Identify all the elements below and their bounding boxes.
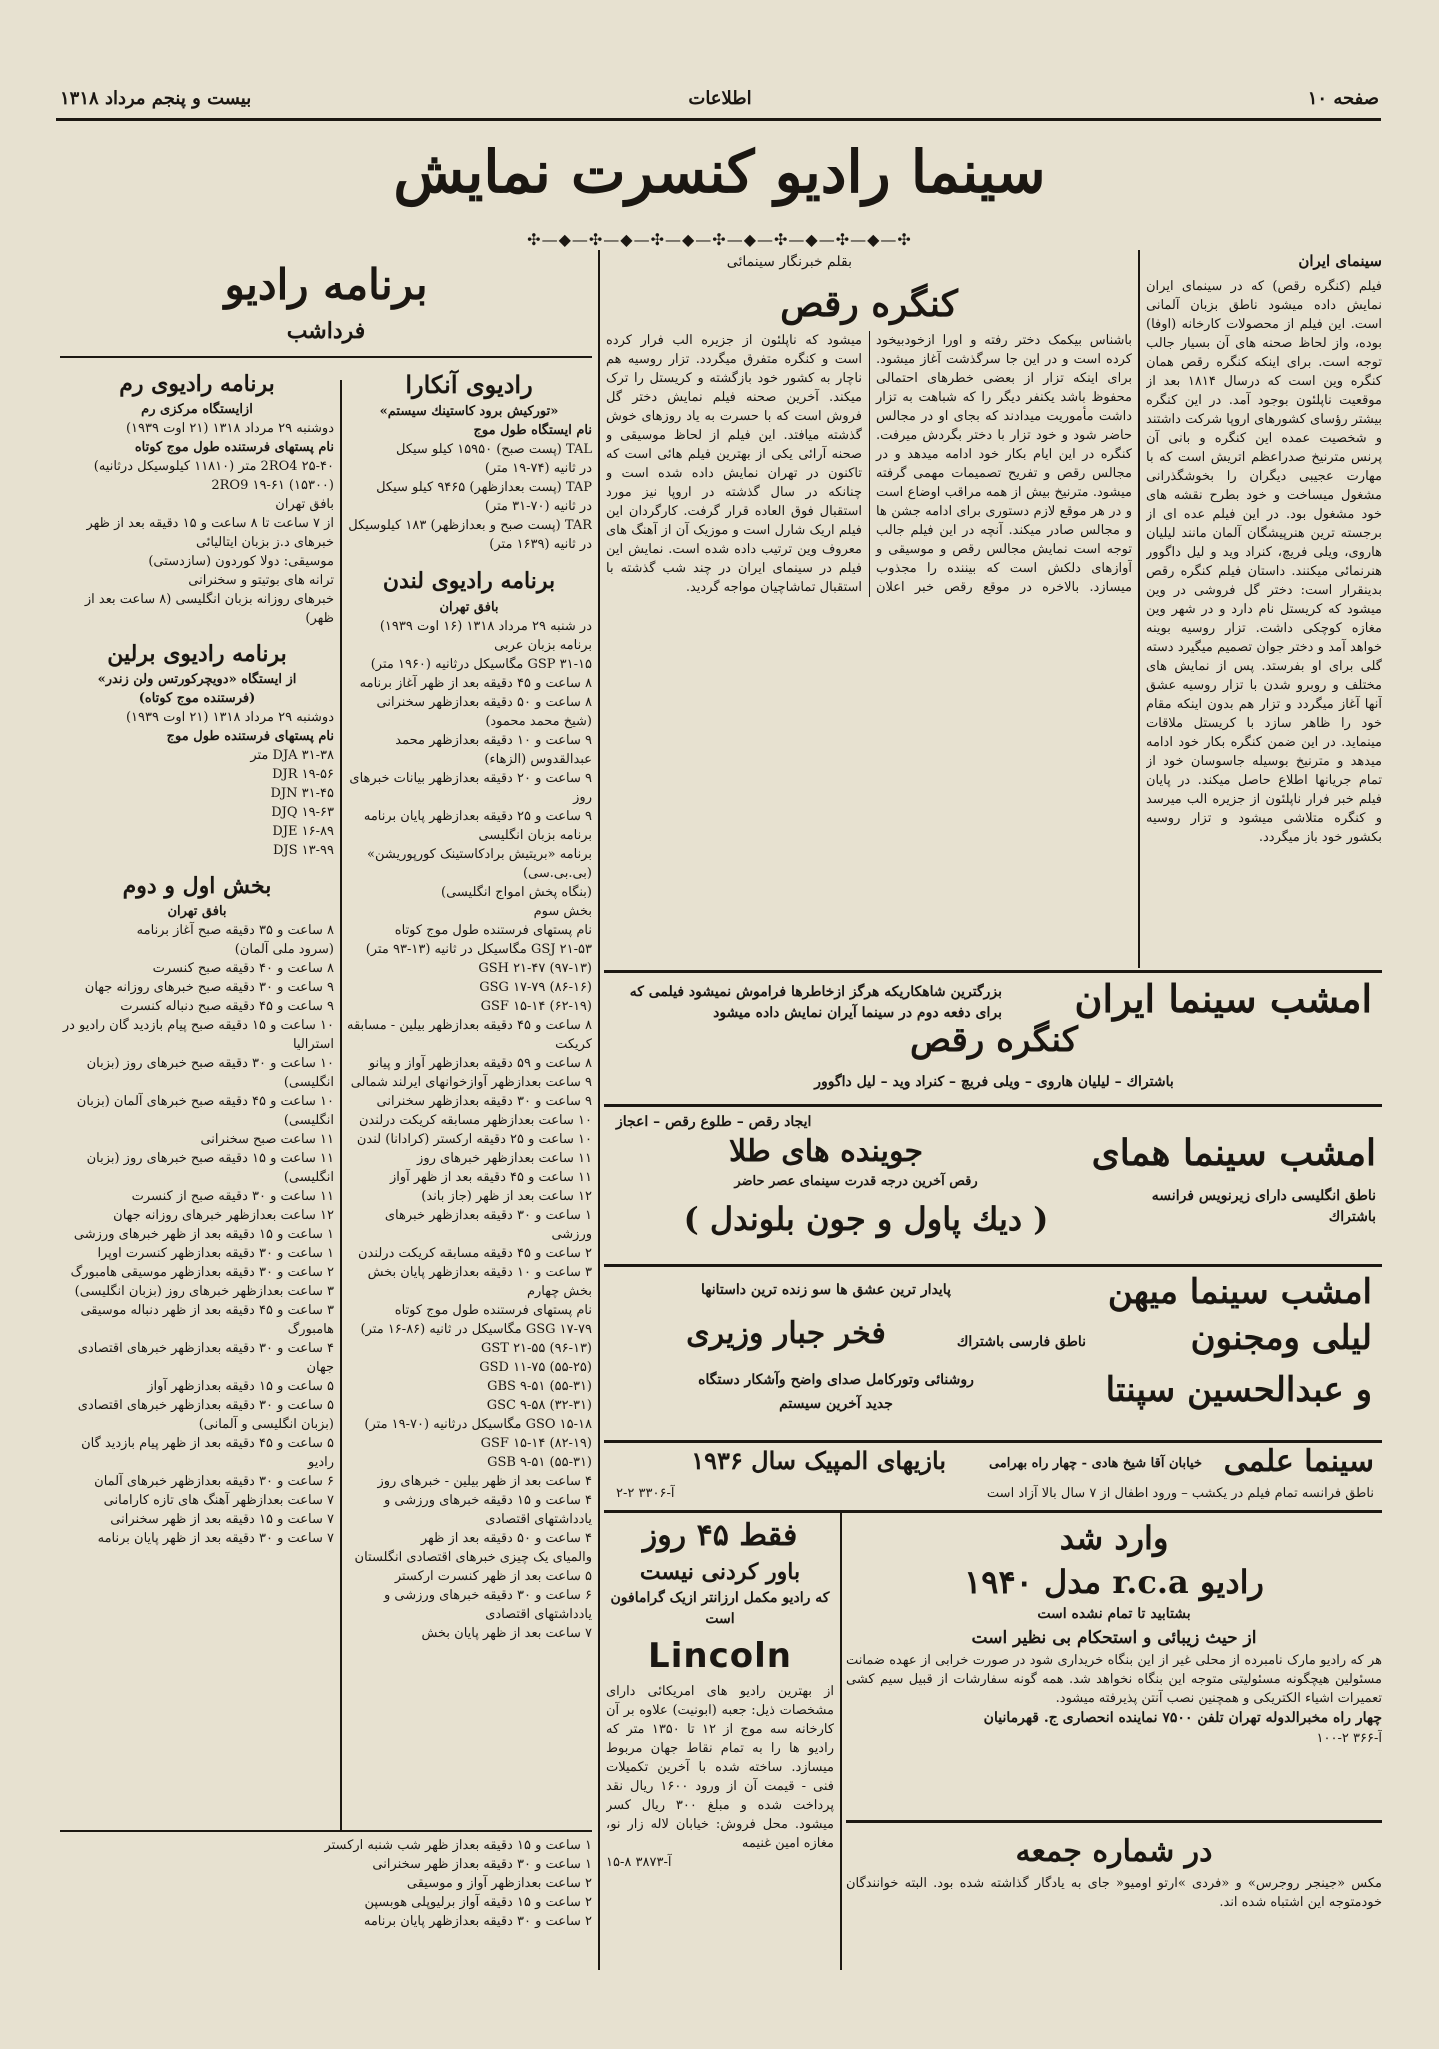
schedule-line: ۱۰ ساعت و ۴۵ دقیقه صبح خبرهای آلمان (بزبان انگلیسی) [76,1094,334,1128]
schedule-line: 2RO9 ۱۹-۶۱ (۱۵۳۰۰) [211,478,334,493]
berlin-title: برنامه رادیوی برلین [107,641,287,667]
ad-line: که رادیو مکمل ارزانتر ازیک گرامافون است [610,1590,830,1627]
rome-title: برنامه رادیوی رم [119,371,275,397]
schedule-line: ۴ ساعت و ۳۰ دقیقه بعدازظهر خبرهای اقتصادی جهان [77,1341,334,1375]
schedule-line: GSB ۹-۵۱ (۵۵-۳۱) [487,1455,592,1470]
ad-language: ناطق فارسی باشتراك [956,1334,1086,1350]
radio-rule [60,356,592,358]
article-body: باشناس بیکمک دختر رفته و اورا ازخودبیخود کرده است و در این جا سرگذشت آغاز میشود. برای اینکه تزار از بعضی خطرهای احتمالی محفوظ باشد یکنفر دیگر را که شباهت به تزار داشت مأموریت میدادند که بجای او در مجالس حاضر شود و خود تزار با دختر بگردش میرفت. کنگره در این ایام بکار خود ادامه میدهد و در مجالس رقص و تفریح تصمیمات مهمی گرفته میشود. مترنیخ بیش از همه مراقب اوضاع است و در هر موقع لازم دستوری برای ادامه جشن ها و مجالس صادر میکند. آنچه در این فیلم جالب توجه است نمایش مجالس رقص و موسیقی و آوازهای دلکش است که بیننده را مجذوب میسازد. بالاخره در موقع رقص خبر اعلان میشود که ناپلئون از جزیره الب فرار کرده است و کنگره متفرق میگردد. تزار روسیه هم ناچار به کشور خود بازگشته و کریستل را ترک میکند. آخرین صحنه فیلم نمایش دختر گل فروش است که با حسرت به یاد روزهای خوش گذشته میافتد. این فیلم از لحاظ موسیقی و صحنه آرائی یکی از بهترین فیلم هائی است که تاکنون در تهران نمایش داده شده است و چنانکه در سال گذشته در اروپا نیز مورد استقبال فوق العاده قرار گرفت. کارگردان این فیلم اریک شارل است و موزیک آن از آهنگ های معروف وین ترتیب داده شده است. نمایش این فیلم در سینمای ایران در چند شب گذشته با استقبال تماشاچیان مواجه گردید. [606,333,1132,595]
ad-rule [604,1510,1382,1513]
ad-star: فخر جبار وزیری [686,1316,886,1351]
schedule-line: ۵ ساعت و ۱۵ دقیقه بعدازظهر آواز [147,1379,334,1394]
issue-date: بیست و پنجم مرداد ۱۳۱۸ [60,88,252,109]
ornament-divider: ✣—◆—✣—◆—✣—◆—✣—◆—✣—◆—✣—◆—✣ [527,230,912,249]
schedule-line: ۸ ساعت و ۴۵ دقیقه بعدازظهر بیلین - مسابقه کریکت [346,1018,592,1052]
schedule-line: ۹ ساعت و ۳۰ دقیقه صبح خبرهای روزانه جهان [84,980,334,995]
schedule-line: (بنگاه پخش امواج انگلیسی) [441,885,592,900]
schedule-line: ۹ ساعت و ۱۰ دقیقه بعدازظهر محمد عبدالقدوس (الزهاء) [395,733,592,767]
schedule-line: ۱۰ ساعت و ۲۵ دقیقه ارکستر (کرادانا) لندن [356,1132,592,1147]
page-title: سینما رادیو کنسرت نمایش [393,138,1046,206]
schedule-line: ۱ ساعت و ۱۵ دقیقه بعد از ظهر خبرهای ورزشی [73,1227,334,1242]
schedule-line: ۷ ساعت و ۳۰ دقیقه بعد از ظهر پایان برنامه [97,1531,334,1546]
congress-dance-article [606,252,1132,968]
ankara-cols: نام ایستگاه طول موج [473,423,592,438]
schedule-line: GSH ۲۱-۴۷ (۹۷-۱۳) [478,961,592,976]
parts-city: بافق تهران [167,904,227,919]
radio-rome-berlin [60,368,334,1828]
schedule-line: ۳ ساعت و ۴۵ دقیقه بعد از ظهر دنباله موسیقی هامبورگ [80,1303,334,1337]
ad-subheadline: باور کردنی نیست [639,1559,801,1585]
schedule-line: GSD ۱۱-۷۵ (۵۵-۲۵) [479,1360,592,1375]
ad-headline: فقط ۴۵ روز [642,1518,798,1553]
schedule-line: ۳ ساعت بعدازظهر خبرهای روز (بزبان انگلیسی) [74,1284,334,1299]
ad-body: از بهترین رادیو های امریکائی دارای مشخصات ذیل: جعبه (ابونیت) علاوه بر آن کارخانه سه موج از ۱۲ تا ۱۳۵۰ متر که رادیو ها را به تمام نقاط جهان مربوط میسازد. ساخته شده با آخرین تکمیلات فنی - قیمت آن از ورود ۱۶۰۰ ریال نقد پرداخت شده و مبلغ ۳۰۰ ریال کسر میشود. محل فروش: خیابان لاله زار نو، مغازه امین غنیمه [606,1684,834,1851]
schedule-line: (بی.بی.سی) [522,866,592,881]
column-rule [598,250,600,1970]
schedule-line: ۹ ساعت و ۳۰ دقیقه بعدازظهر سخنرانی [376,1094,592,1109]
schedule-line: ۲ ساعت و ۴۵ دقیقه مسابقه کریکت درلندن [358,1246,592,1261]
radio-subheading: فرداشب [286,318,366,344]
schedule-line: بافق تهران [275,497,334,512]
ad-headline: امشب سینما ایران [1074,976,1372,1021]
schedule-line: ۶ ساعت و ۳۰ دقیقه خبرهای ورزشی و یادداشتهای اقتصادی [384,1588,592,1622]
radio-tail [60,1836,592,1956]
schedule-line: GSC ۹-۵۸ (۳۲-۳۱) [486,1398,592,1413]
schedule-line: GSP ۳۱-۱۵ مگاسیکل درثانیه (۱۹۶۰ متر) [370,657,592,672]
berlin-note: (فرستنده موج کوتاه) [138,691,256,706]
schedule-line: ۱۱ ساعت صبح سخنرانی [200,1132,334,1147]
london-schedule [346,636,592,1643]
schedule-line: DJA ۳۱-۳۸ متر [250,748,334,763]
ad-cast: باشتراك – لیلیان هاروی – ویلی فریچ – كنراد وید – لیل داگوور [814,1074,1174,1090]
ad-headline: وارد شد [1059,1519,1169,1557]
schedule-line: ۴ ساعت و ۵۰ دقیقه بعد از ظهر [420,1531,592,1546]
ad-note: ناطق فرانسه تمام فیلم در یکشب – ورود اطفال از ۷ سال بالا آزاد است [986,1486,1374,1501]
london-city: بافق تهران [439,600,499,615]
schedule-line: DJS ۱۳-۹۹ [273,843,334,858]
brand-logo: Lincoln [648,1636,792,1676]
ad-line: رقص آخرین درجه قدرت سینمای عصر حاضر [734,1174,978,1189]
ad-tagline: پایدار ترین عشق ها سو زنده ترین داستانها [701,1282,951,1298]
schedule-line: بخش چهارم [526,1284,592,1299]
article-byline: بقلم خبرنگار سینمائی [726,254,852,270]
paper-name: اطلاعات [688,88,752,109]
ad-rule [604,970,1382,973]
schedule-line: برنامه بزبان انگلیسی [478,828,592,843]
berlin-date: دوشنبه ۲۹ مرداد ۱۳۱۸ (۲۱ اوت ۱۹۳۹) [125,710,334,725]
ad-rca-radio [846,1516,1382,1816]
ankara-title: رادیوی آنکارا [405,370,533,399]
schedule-line: ۸ ساعت و ۳۵ دقیقه صبح آغاز برنامه [136,923,334,938]
schedule-line: ۱۲ ساعت بعد از ظهر (جاز باند) [421,1189,592,1204]
schedule-line: ۱ ساعت و ۳۰ دقیقه بعداز ظهر سخنرانی [372,1857,592,1872]
schedule-line: ۷ ساعت بعدازظهر آهنگ های تازه کارامانی [103,1493,334,1508]
ad-subheadline: بشتابید تا تمام نشده است [1037,1606,1191,1622]
ad-subheadline: از حیث زیبائی و استحکام بی نظیر است [971,1628,1257,1648]
rome-cols: نام پستهای فرستنده طول موج کوتاه [134,440,334,455]
ad-film-title: لیلی ومجنون [1190,1318,1372,1358]
schedule-line: DJE ۱۶-۸۹ [272,824,334,839]
column-rule [1138,250,1140,968]
ad-system: جدید آخرین سیستم [779,1396,893,1412]
schedule-line: خبرهای د.ز بزبان ایتالیائی [195,535,334,550]
berlin-schedule [60,746,334,860]
schedule-line: برنامه «بریتیش برادکاستینک کورپوریشن» [367,847,592,862]
schedule-line: نام پستهای فرستنده طول موج کوتاه [394,923,592,938]
schedule-line: GBS ۹-۵۱ (۵۵-۳۱) [487,1379,592,1394]
schedule-line: ۱۱ ساعت و ۴۵ دقیقه بعد از ظهر آواز [389,1170,592,1185]
ad-film-title: بازیهای المپیک سال ۱۹۳۶ [691,1446,946,1475]
schedule-line: موسیقی: دولا کوردون (سازدستی) [148,554,334,569]
schedule-line: ۵ ساعت بعد از ظهر کنسرت ارکستر [394,1569,592,1584]
ad-headline: امشب سینما همای [1091,1132,1376,1174]
parts-schedule [60,921,334,1548]
schedule-line: ۶ ساعت و ۳۰ دقیقه بعدازظهر خبرهای آلمان [94,1474,334,1489]
ad-headline: امشب سینما میهن [1107,1272,1372,1312]
ad-code: آ-۳۳۰۶ ۲-۲ [616,1486,675,1501]
schedule-line: ۹ ساعت و ۲۵ دقیقه بعدازظهر پایان برنامه [363,809,592,824]
ad-cinema-mihan [606,1270,1382,1436]
schedule-line: 2RO4 ۲۵-۴۰ متر (۱۱۸۱۰ کیلوسیکل درثانیه) [93,459,334,474]
schedule-line: GSJ ۲۱-۵۳ مگاسیکل در ثانیه (۱۳-۹۳ متر) [365,942,592,957]
schedule-line: ۹ ساعت و ۴۵ دقیقه صبح دنباله کنسرت [120,999,334,1014]
schedule-line: ۴ ساعت بعد از ظهر بیلین - خبرهای روز [377,1474,592,1489]
radio-heading: برنامه رادیو [224,260,428,309]
berlin-cols: نام پستهای فرستنده طول موج [166,729,334,744]
article-heading: کنگره رقص [780,283,958,325]
schedule-line: از ۷ ساعت تا ۸ ساعت و ۱۵ دقیقه بعد از ظهر [86,516,334,531]
schedule-line: GSF ۱۵-۱۴ (۸۲-۱۹) [480,1436,592,1451]
ad-film-title: کنگره رقص [910,1020,1078,1060]
ad-rule [604,1104,1382,1107]
ad-body: مکس «جینجر روجرس» و «فردی »ارتو اومیو« جای به یادگار گذاشته شده بود. البته خوانندگان خودمتوجه این اشتباه شده اند. [846,1876,1382,1910]
schedule-line: ۹ ساعت بعدازظهر آوازخوانهای ایرلند شمالی [350,1075,592,1090]
schedule-line: خبرهای روزانه بزبان انگلیسی (۸ ساعت بعد از ظهر) [84,592,334,626]
article-heading: سینمای ایران [1298,252,1382,270]
schedule-line: ۲ ساعت و ۳۰ دقیقه بعدازظهر پایان برنامه [363,1914,592,1929]
tail-schedule [60,1836,592,1931]
ad-star: و عبدالحسین سپنتا [1105,1370,1372,1410]
schedule-line: DJQ ۱۹-۶۳ [271,805,334,820]
cinema-iran-article [1146,252,1382,968]
ad-friday-issue [846,1830,1382,1966]
ad-language: ناطق انگلیسی دارای زیرنویس فرانسه باشتراك [1151,1188,1376,1225]
schedule-line: ۸ ساعت و ۵۰ دقیقه بعدازظهر سخنرانی (شیخ محمد محمود) [376,695,592,729]
schedule-line: ۱ ساعت و ۳۰ دقیقه بعدازظهر خبرهای ورزشی [384,1208,592,1242]
ankara-line: TAP (پست بعدازظهر) ۹۴۶۵ کیلو سیکل [376,480,592,495]
schedule-line: ۱ ساعت و ۱۵ دقیقه بعداز ظهر شب شنبه ارکستر [324,1838,592,1853]
schedule-line: ۱۰ ساعت بعدازظهر مسابقه کریکت درلندن [358,1113,592,1128]
ad-address: چهار راه مخبرالدوله تهران تلفن ۷۵۰۰ نماینده انحصاری ج. قهرمانیان [983,1710,1382,1726]
schedule-line: ۷ ساعت و ۱۵ دقیقه بعد از ظهر سخنرانی [110,1512,334,1527]
ad-code: آ-۳۶۶ ۲-۱۰۰ [1316,1731,1382,1746]
ankara-line: TAR (پست صبح و بعدازظهر) ۱۸۳ کیلوسیکل [348,518,592,533]
schedule-line: GSF ۱۵-۱۴ (۶۲-۱۹) [480,999,592,1014]
ad-headline: سینما علمی [1223,1444,1374,1479]
schedule-line: ۲ ساعت بعدازظهر آواز و موسیقی [406,1876,592,1891]
schedule-line: ۵ ساعت و ۴۵ دقیقه بعد از ظهر پیام بازدید گان رادیو [81,1436,334,1470]
ad-film-title: جوینده های طلا [728,1134,924,1169]
ad-cinema-elmi [606,1444,1382,1508]
schedule-line: GSO ۱۵-۱۸ مگاسیکل درثانیه (۷۰-۱۹ متر) [364,1417,592,1432]
schedule-line: ۱ ساعت و ۳۰ دقیقه بعدازظهر کنسرت اوپرا [97,1246,334,1261]
ad-code: آ-۳۸۷۳ ۸-۱۵ [606,1855,672,1870]
schedule-line: ۵ ساعت و ۳۰ دقیقه بعدازظهر خبرهای اقتصادی (بزبان انگلیسی و آلمانی) [77,1398,334,1432]
schedule-line: GSG ۱۷-۷۹ (۸۶-۱۶) [479,980,592,995]
radio-ankara-london [346,368,592,1828]
berlin-subtitle: از ایستگاه «دویچرکورتس ولن زندر» [97,672,297,687]
london-title: برنامه رادیوی لندن [382,568,556,594]
ad-cinema-homa [606,1110,1382,1260]
schedule-line: نام پستهای فرستنده طول موج کوتاه [394,1303,592,1318]
rome-schedule [60,457,334,628]
schedule-line: ۲ ساعت و ۳۰ دقیقه بعدازظهر موسیقی هامبورگ [70,1265,334,1280]
ad-lincoln-radio [606,1516,834,1966]
schedule-line: ۱۰ ساعت و ۳۰ دقیقه صبح خبرهای روز (بزبان انگلیسی) [86,1056,334,1090]
ad-cinema-iran [606,976,1382,1100]
radio-rule [60,1830,592,1832]
ad-body: هر که رادیو مارک نامبرده از محلی غیر از این بنگاه خریداری شود در صورت خرابی از عهده ضمانت مسئولین هیچگونه مسئولیتی متوجه این بنگاه نخواهد شد. همه گونه سفارشات از قبیل سیم کشی تعمیرات اشیاء الکتریکی و همچنین نصب آنتن پذیرفته میشود. [846,1653,1382,1706]
schedule-line: ترانه های بوتیتو و سخنرانی [188,573,334,588]
ankara-line: در ثانیه (۱۶۳۹ متر) [489,537,592,552]
ad-side-text: بزرگترین شاهکاریکه هرگز ازخاطرها فراموش نمیشود فیلمی که برای دفعه دوم در سینما آیران نمایش داده میشود [629,984,1002,1021]
schedule-line: بخش سوم [533,904,592,919]
schedule-line: ۷ ساعت بعد از ظهر پایان بخش [421,1626,592,1641]
rome-date: دوشنبه ۲۹ مرداد ۱۳۱۸ (۲۱ اوت ۱۹۳۹) [125,421,334,436]
schedule-line: GSG ۱۷-۷۹ مگاسیکل در ثانیه (۸۶-۱۶ متر) [360,1322,592,1337]
ad-rule [604,1264,1382,1267]
schedule-line: DJN ۳۱-۴۵ [270,786,334,801]
column-rule [340,380,342,1830]
london-date: در شنبه ۲۹ مرداد ۱۳۱۸ (۱۶ اوت ۱۹۳۹) [379,619,592,634]
schedule-line: ۹ ساعت و ۲۰ دقیقه بعدازظهر بیانات خبرهای روز [349,771,592,805]
ankara-line: TAL (پست صبح) ۱۵۹۵۰ کیلو سیکل [395,442,592,457]
schedule-line: برنامه بزبان عربی [494,638,592,653]
schedule-line: ۱۱ ساعت و ۳۰ دقیقه صبح از کنسرت [131,1189,334,1204]
article-body: فیلم (کنگره رقص) که در سینمای ایران نمایش داده میشود ناطق بزبان آلمانی است. این فیلم از محصولات کارخانه (اوفا) بوده، واز لحاظ صحنه های آن بسیار جالب توجه است. برای اینکه کنگره رقص همان کنگره وین است که درسال ۱۸۱۴ بعد از موقعیت ناپلئون بوجود آمد. در این کنگره بیشتر رؤسای کشورهای اروپا شرکت داشتند و شخصیت عمده این کنگره و بانی آن پرنس مترنیخ صدراعظم اتریش است که با مهارت عجیبی دیگران را بخوشگذرانی مشغول میساخت و خود بطرح نقشه های خود مشغول بود. در این فیلم عده ای از برجسته ترین هنرپیشگان آلمان مانند لیلیان هاروی، ویلی فریچ، کنراد وید و لیل داگوور هنرنمائی میکنند. داستان فیلم کنگره رقص بدینقرار است: دختر گل فروشی در وین میشود که کریستل نام دارد و در شهر وین مغازه کوچکی داشت. تزار روسیه بوینه خواهد آمد و دختر جوان تصمیم میگیرد دسته گلی برای او بفرستد. پس از نمایش های مختلف و روبرو شدن با تزار روسیه عشق آنها آغاز میگردد و تزار هم بدون اینکه مقام خود را ظاهر سازد با کریستل ملاقات مینماید. در این ضمن کنگره بکار خود ادامه میدهد و مترنیخ بوسیله جاسوسان خود از تمام جریانها اطلاع حاصل میکند. در پایان فیلم خبر فرار ناپلئون از جزیره الب میرسد و کنگره متلاشی میشود و تزار روسیه بکشور خود باز میگردد. [1146,279,1382,845]
schedule-line: DJR ۱۹-۵۶ [272,767,334,782]
ad-product: رادیو r.c.a مدل ۱۹۴۰ [964,1563,1264,1601]
schedule-line: (سرود ملی آلمان) [234,942,334,957]
schedule-line: ۴ ساعت و ۱۵ دقیقه خبرهای ورزشی و یادداشتهای اقتصادی [384,1493,592,1527]
schedule-line: ۸ ساعت و ۴۵ دقیقه بعد از ظهر آغاز برنامه [359,676,592,691]
ankara-line: در ثانیه (۷۴-۱۹ متر) [484,461,592,476]
ad-rule [846,1820,1382,1823]
ankara-line: در ثانیه (۷۰-۳۱ متر) [484,499,592,514]
header-rule [56,118,1381,121]
ad-stars: ( دیك پاول و جون بلوندل ) [683,1200,1049,1238]
schedule-line: ۱۱ ساعت و ۱۵ دقیقه صبح خبرهای روز (بزبان انگلیسی) [86,1151,334,1185]
ad-headline: در شماره جمعه [1015,1834,1213,1869]
ankara-note: «توركیش برود كاستینك سیستم» [379,404,559,419]
ad-address: خیابان آقا شیخ هادی - چهار راه بهرامی [988,1456,1202,1471]
parts-title: بخش اول و دوم [122,873,272,899]
schedule-line: ۸ ساعت و ۴۰ دقیقه صبح کنسرت [152,961,334,976]
schedule-line: ۲ ساعت و ۱۵ دقیقه آواز برلیوپلی هوبسپن [364,1895,592,1910]
schedule-line: والمیای یک چیزی خبرهای اقتصادی انگلستان [354,1550,592,1565]
schedule-line: ۱۲ ساعت بعدازظهر خبرهای روزانه جهان [113,1208,334,1223]
schedule-line: ۸ ساعت و ۵۹ دقیقه بعدازظهر آواز و پیانو [368,1056,592,1071]
rome-subtitle: ازایستگاه مرکزی رم [141,402,253,417]
schedule-line: GST ۲۱-۵۵ (۹۶-۱۳) [480,1341,592,1356]
schedule-line: ۱۰ ساعت و ۱۵ دقیقه صبح پیام بازدید گان رادیو در استرالیا [62,1018,334,1052]
ad-rule [604,1440,1382,1443]
schedule-line: ۳ ساعت و ۱۰ دقیقه بعدازظهر پایان بخش [367,1265,592,1280]
ad-tagline: ایجاد رقص – طلوع رقص – اعجاز [616,1114,812,1130]
column-rule [840,1510,842,1970]
schedule-line: ۱۱ ساعت بعدازظهر خبرهای روز [417,1151,592,1166]
page-number: صفحه ۱۰ [1307,88,1379,109]
ad-tech: روشنائی وتورکامل صدای واضح وآشکار دستگاه [698,1372,974,1388]
